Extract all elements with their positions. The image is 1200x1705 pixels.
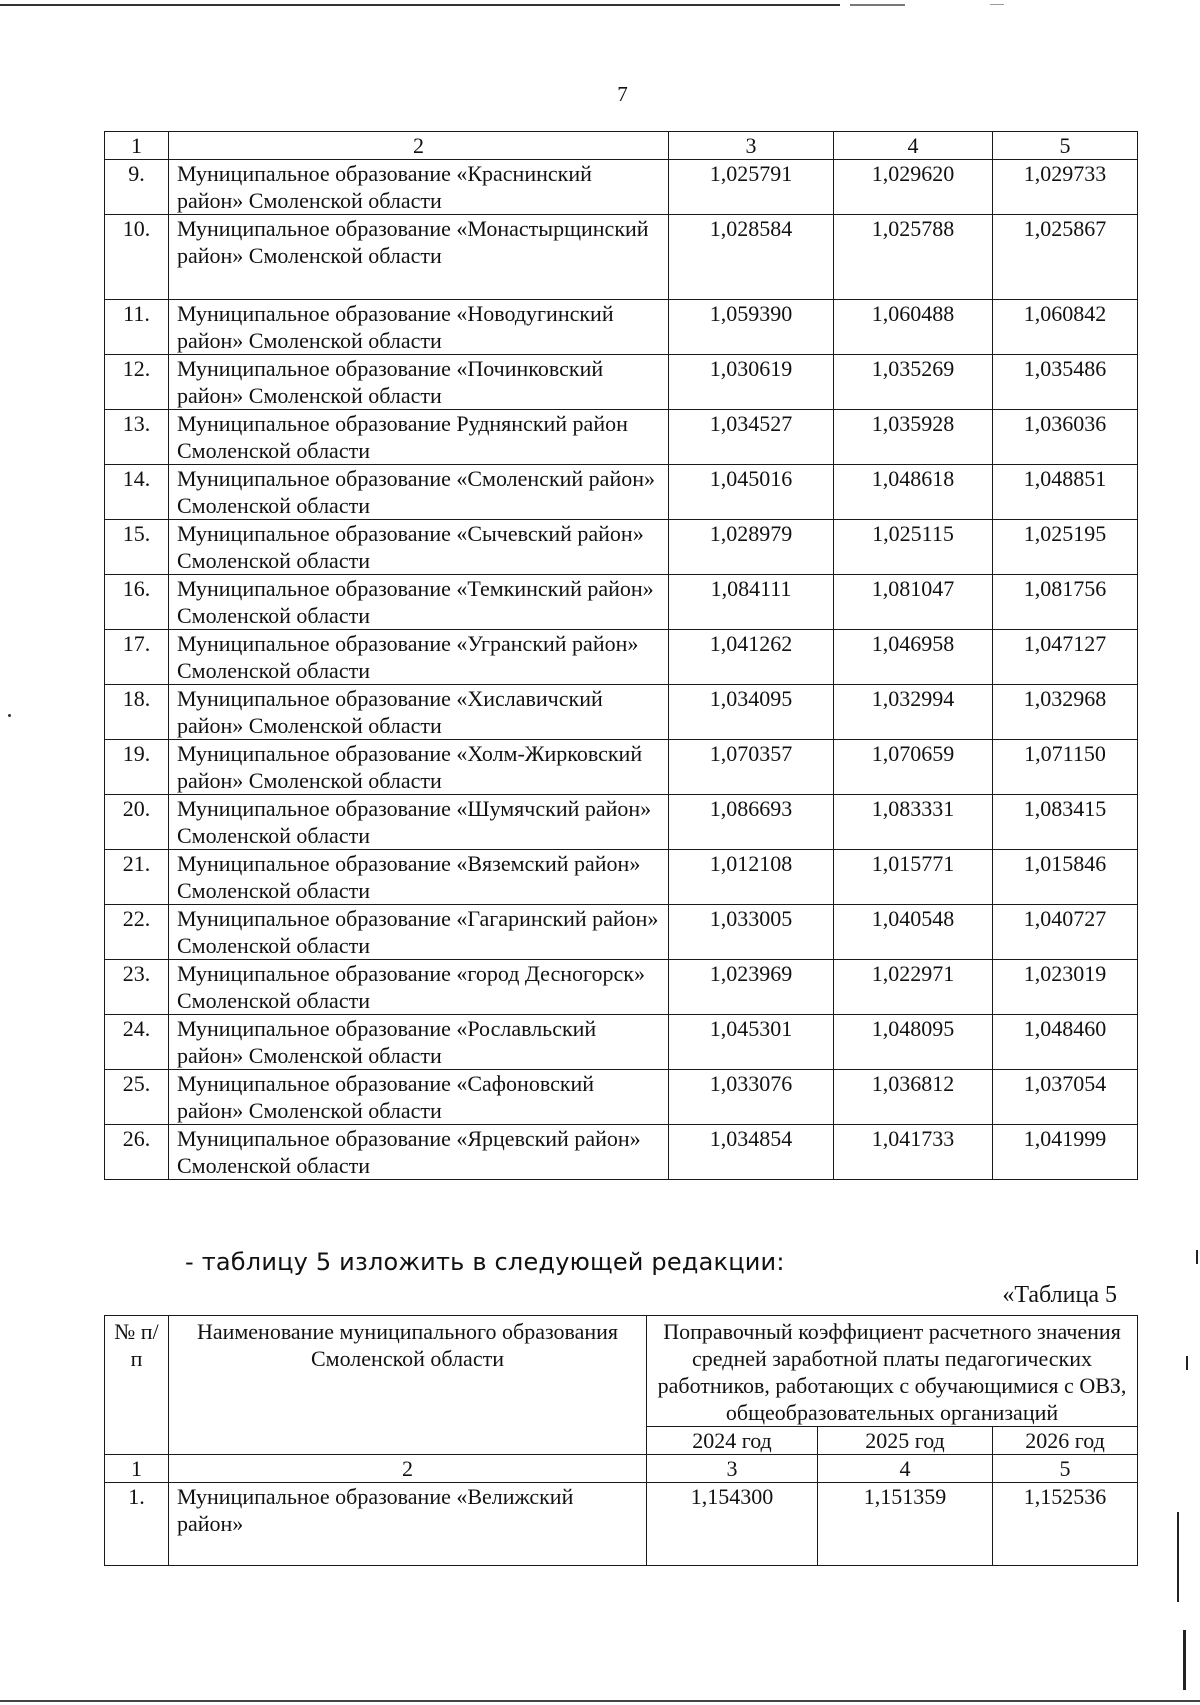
row-number: 18. xyxy=(105,685,169,740)
value-2024: 1,023969 xyxy=(669,960,834,1015)
value-2026: 1,048851 xyxy=(993,465,1138,520)
value-2024: 1,034854 xyxy=(669,1125,834,1180)
column-number-cell: 2 xyxy=(169,1455,647,1483)
value-2026: 1,041999 xyxy=(993,1125,1138,1180)
value-2025: 1,029620 xyxy=(834,160,993,215)
table-index-row xyxy=(105,1455,1138,1483)
municipality-name: Муниципальное образование «Велижский район» xyxy=(169,1483,647,1566)
row-number: 16. xyxy=(105,575,169,630)
value-2024: 1,012108 xyxy=(669,850,834,905)
table-row xyxy=(105,410,1138,465)
value-2024: 1,034095 xyxy=(669,685,834,740)
municipality-name: Муниципальное образование «Темкинский район» Смоленской области xyxy=(169,575,669,630)
column-number-cell: 2 xyxy=(169,132,669,160)
value-2026: 1,015846 xyxy=(993,850,1138,905)
value-2025: 1,048095 xyxy=(834,1015,993,1070)
row-number: 26. xyxy=(105,1125,169,1180)
table-header-row xyxy=(105,132,1138,160)
row-number: 20. xyxy=(105,795,169,850)
row-number: 9. xyxy=(105,160,169,215)
table-row xyxy=(105,850,1138,905)
value-2025: 1,035928 xyxy=(834,410,993,465)
value-2024: 1,059390 xyxy=(669,300,834,355)
value-2025: 1,151359 xyxy=(818,1483,993,1566)
row-number: 19. xyxy=(105,740,169,795)
table-row xyxy=(105,1483,1138,1566)
value-2025: 1,060488 xyxy=(834,300,993,355)
value-2024: 1,154300 xyxy=(647,1483,818,1566)
column-number-cell: 5 xyxy=(993,1455,1138,1483)
value-2026: 1,071150 xyxy=(993,740,1138,795)
municipality-name: Муниципальное образование «Сычевский район» Смоленской области xyxy=(169,520,669,575)
row-number: 12. xyxy=(105,355,169,410)
value-2024: 1,045016 xyxy=(669,465,834,520)
table-5 xyxy=(104,1315,1138,1566)
year-header-2025: 2025 год xyxy=(818,1427,993,1455)
municipality-name: Муниципальное образование «Шумячский район» Смоленской области xyxy=(169,795,669,850)
value-2026: 1,029733 xyxy=(993,160,1138,215)
coefficient-header: Поправочный коэффициент расчетного значения средней заработной платы педагогических работников, работающих с обучающимися с ОВЗ, общеобразовательных организаций xyxy=(647,1316,1138,1427)
scan-mark xyxy=(1186,1356,1188,1370)
scan-mark xyxy=(1177,1512,1179,1602)
value-2026: 1,060842 xyxy=(993,300,1138,355)
row-number: 11. xyxy=(105,300,169,355)
value-2024: 1,030619 xyxy=(669,355,834,410)
value-2024: 1,086693 xyxy=(669,795,834,850)
value-2025: 1,041733 xyxy=(834,1125,993,1180)
scan-speck xyxy=(8,714,11,717)
value-2025: 1,032994 xyxy=(834,685,993,740)
column-number-cell: 5 xyxy=(993,132,1138,160)
scan-edge-line xyxy=(850,4,905,6)
value-2025: 1,036812 xyxy=(834,1070,993,1125)
table-row xyxy=(105,215,1138,300)
row-number: 21. xyxy=(105,850,169,905)
value-2025: 1,046958 xyxy=(834,630,993,685)
table-row xyxy=(105,465,1138,520)
value-2026: 1,025195 xyxy=(993,520,1138,575)
value-2025: 1,025115 xyxy=(834,520,993,575)
value-2025: 1,048618 xyxy=(834,465,993,520)
value-2026: 1,023019 xyxy=(993,960,1138,1015)
value-2024: 1,028584 xyxy=(669,215,834,300)
table-row xyxy=(105,685,1138,740)
row-number: 24. xyxy=(105,1015,169,1070)
scan-mark xyxy=(1183,1630,1186,1690)
page-number: 7 xyxy=(617,82,628,106)
value-2026: 1,152536 xyxy=(993,1483,1138,1566)
value-2024: 1,084111 xyxy=(669,575,834,630)
column-number-cell: 3 xyxy=(669,132,834,160)
row-number: 25. xyxy=(105,1070,169,1125)
value-2024: 1,033076 xyxy=(669,1070,834,1125)
table-row xyxy=(105,520,1138,575)
table-row xyxy=(105,630,1138,685)
municipality-name: Муниципальное образование «Новодугинский район» Смоленской области xyxy=(169,300,669,355)
scan-mark xyxy=(1196,1250,1198,1264)
column-number-cell: 4 xyxy=(834,132,993,160)
value-2024: 1,025791 xyxy=(669,160,834,215)
value-2024: 1,028979 xyxy=(669,520,834,575)
coefficients-table-continued xyxy=(104,131,1138,1180)
value-2025: 1,022971 xyxy=(834,960,993,1015)
row-number: 15. xyxy=(105,520,169,575)
table-row xyxy=(105,300,1138,355)
row-number: 23. xyxy=(105,960,169,1015)
value-2025: 1,083331 xyxy=(834,795,993,850)
value-2025: 1,025788 xyxy=(834,215,993,300)
value-2026: 1,048460 xyxy=(993,1015,1138,1070)
table-row xyxy=(105,740,1138,795)
municipality-name: Муниципальное образование «Монастырщинский район» Смоленской области xyxy=(169,215,669,300)
municipality-name: Муниципальное образование «Рославльский район» Смоленской области xyxy=(169,1015,669,1070)
table-row xyxy=(105,575,1138,630)
row-number: 10. xyxy=(105,215,169,300)
table-header-row xyxy=(105,1316,1138,1427)
municipality-name: Муниципальное образование «Смоленский район» Смоленской области xyxy=(169,465,669,520)
value-2024: 1,045301 xyxy=(669,1015,834,1070)
year-header-2026: 2026 год xyxy=(993,1427,1138,1455)
value-2026: 1,047127 xyxy=(993,630,1138,685)
value-2025: 1,015771 xyxy=(834,850,993,905)
amendment-instruction: - таблицу 5 изложить в следующей редакции: xyxy=(185,1248,785,1276)
value-2026: 1,083415 xyxy=(993,795,1138,850)
value-2025: 1,070659 xyxy=(834,740,993,795)
table-caption: «Таблица 5 xyxy=(1002,1282,1117,1308)
municipality-name: Муниципальное образование «Угранский район» Смоленской области xyxy=(169,630,669,685)
column-number-cell: 4 xyxy=(818,1455,993,1483)
row-number: 17. xyxy=(105,630,169,685)
value-2024: 1,034527 xyxy=(669,410,834,465)
municipality-name: Муниципальное образование «Хиславичский район» Смоленской области xyxy=(169,685,669,740)
value-2024: 1,070357 xyxy=(669,740,834,795)
municipality-name: Муниципальное образование «Краснинский район» Смоленской области xyxy=(169,160,669,215)
table-row xyxy=(105,1125,1138,1180)
table-row xyxy=(105,355,1138,410)
table-row xyxy=(105,1070,1138,1125)
value-2026: 1,035486 xyxy=(993,355,1138,410)
value-2026: 1,081756 xyxy=(993,575,1138,630)
table-row xyxy=(105,160,1138,215)
row-number: 14. xyxy=(105,465,169,520)
scan-edge-line xyxy=(990,4,1004,5)
municipality-name: Муниципальное образование «Холм-Жирковский район» Смоленской области xyxy=(169,740,669,795)
row-number-header: № п/п xyxy=(105,1316,169,1455)
scan-edge-line xyxy=(0,1700,1200,1702)
column-number-cell: 1 xyxy=(105,132,169,160)
value-2025: 1,035269 xyxy=(834,355,993,410)
year-header-2024: 2024 год xyxy=(647,1427,818,1455)
municipality-name: Муниципальное образование «Гагаринский район» Смоленской области xyxy=(169,905,669,960)
value-2025: 1,040548 xyxy=(834,905,993,960)
row-number: 13. xyxy=(105,410,169,465)
value-2024: 1,033005 xyxy=(669,905,834,960)
municipality-name: Муниципальное образование Руднянский район Смоленской области xyxy=(169,410,669,465)
value-2026: 1,025867 xyxy=(993,215,1138,300)
municipality-name-header: Наименование муниципального образования Смоленской области xyxy=(169,1316,647,1455)
row-number: 22. xyxy=(105,905,169,960)
column-number-cell: 3 xyxy=(647,1455,818,1483)
municipality-name: Муниципальное образование «Сафоновский район» Смоленской области xyxy=(169,1070,669,1125)
table-row xyxy=(105,905,1138,960)
scan-edge-line xyxy=(0,4,840,6)
table-row xyxy=(105,960,1138,1015)
municipality-name: Муниципальное образование «город Десногорск» Смоленской области xyxy=(169,960,669,1015)
value-2026: 1,032968 xyxy=(993,685,1138,740)
value-2025: 1,081047 xyxy=(834,575,993,630)
value-2026: 1,037054 xyxy=(993,1070,1138,1125)
value-2026: 1,040727 xyxy=(993,905,1138,960)
value-2026: 1,036036 xyxy=(993,410,1138,465)
table-row xyxy=(105,795,1138,850)
value-2024: 1,041262 xyxy=(669,630,834,685)
municipality-name: Муниципальное образование «Ярцевский район» Смоленской области xyxy=(169,1125,669,1180)
column-number-cell: 1 xyxy=(105,1455,169,1483)
table-row xyxy=(105,1015,1138,1070)
municipality-name: Муниципальное образование «Вяземский район» Смоленской области xyxy=(169,850,669,905)
municipality-name: Муниципальное образование «Починковский район» Смоленской области xyxy=(169,355,669,410)
row-number: 1. xyxy=(105,1483,169,1566)
